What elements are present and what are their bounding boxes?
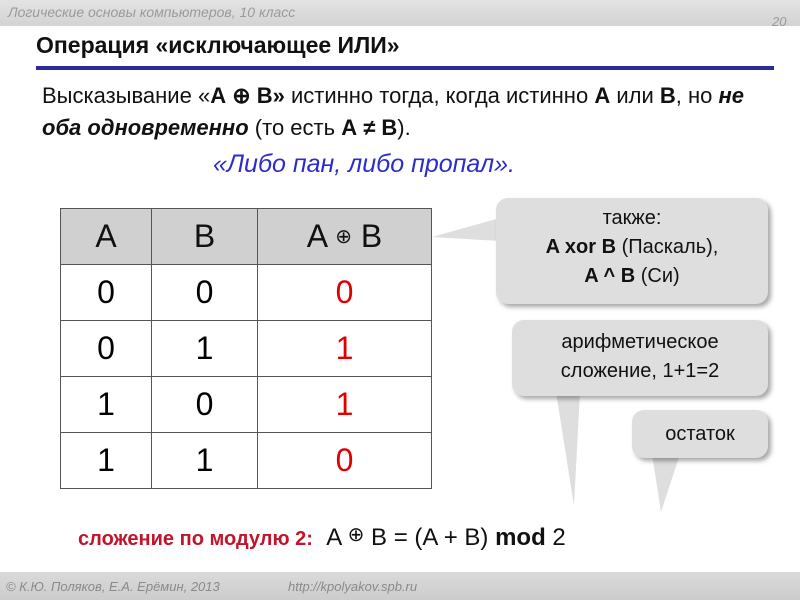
statement-emphasis: не оба одновременно (42, 83, 744, 140)
table-row (61, 265, 432, 321)
statement-text: , но (675, 83, 719, 108)
xor-expression: А ⊕ В» (210, 83, 285, 108)
statement-text: (то есть (248, 115, 342, 140)
modulo-label: сложение по модулю 2: (78, 528, 313, 550)
callout-remainder: остаток (632, 410, 768, 458)
table-header-row (61, 209, 432, 265)
cell-a: 0 (61, 265, 152, 321)
header-result (258, 209, 432, 265)
statement-text: или (610, 83, 660, 108)
slide-number: 20 (772, 14, 787, 29)
callout-also-pascal (496, 233, 768, 262)
cell-result: 1 (258, 377, 432, 433)
pascal-code: A xor B (545, 236, 617, 258)
not-equal-expression: А ≠ В (341, 115, 398, 140)
site-url-link[interactable]: http://kpolyakov.spb.ru (288, 579, 418, 594)
cell-a: 1 (61, 433, 152, 489)
proverb: «Либо пан, либо пропал». (213, 150, 515, 178)
mod-keyword: mod (495, 524, 546, 551)
statement-paragraph (42, 80, 762, 144)
cell-a: 1 (61, 377, 152, 433)
course-title: Логические основы компьютеров, 10 класс (8, 4, 296, 20)
xor-symbol: ⊕ (335, 226, 352, 248)
pascal-label: (Паскаль), (616, 236, 719, 258)
header-a: A (61, 209, 152, 265)
copyright: © К.Ю. Поляков, Е.А. Ерёмин, 2013 (6, 579, 220, 594)
callout-arithmetic (512, 320, 768, 396)
cell-b: 1 (152, 433, 258, 489)
callout-arithmetic-line2: сложение, 1+1=2 (560, 360, 720, 382)
cell-result: 0 (258, 265, 432, 321)
formula-left: A (326, 524, 341, 551)
operand-b: В (659, 83, 676, 108)
cell-result: 1 (258, 321, 432, 377)
slide-title: Операция «исключающее ИЛИ» (36, 32, 400, 58)
header-b: B (152, 209, 258, 265)
cell-b: 0 (152, 265, 258, 321)
header-result-left: A (306, 218, 327, 254)
callout-arithmetic-line1: арифметическое (561, 331, 719, 353)
title-underline (36, 66, 774, 70)
callout-tail-arithmetic (550, 392, 590, 512)
truth-table (60, 208, 432, 489)
cell-a: 0 (61, 321, 152, 377)
callout-tail-remainder (644, 454, 694, 518)
c-code: A ^ B (584, 265, 636, 287)
statement-text: истинно тогда, когда истинно (284, 83, 595, 108)
c-label: (Си) (635, 265, 680, 287)
operand-a: А (594, 83, 611, 108)
modulo-formula (78, 522, 566, 552)
table-row (61, 321, 432, 377)
cell-b: 1 (152, 321, 258, 377)
formula-right: B = (A + B) (371, 524, 489, 551)
cell-b: 0 (152, 377, 258, 433)
statement-text: ). (397, 115, 411, 140)
table-row (61, 433, 432, 489)
statement-text: Высказывание « (42, 83, 211, 108)
cell-result: 0 (258, 433, 432, 489)
xor-symbol: ⊕ (347, 524, 365, 546)
callout-also (496, 198, 768, 304)
callout-also-title: также: (602, 207, 662, 229)
table-row (61, 377, 432, 433)
callout-also-c (496, 262, 768, 291)
header-result-right: B (360, 218, 383, 254)
modulo-base: 2 (552, 524, 566, 551)
